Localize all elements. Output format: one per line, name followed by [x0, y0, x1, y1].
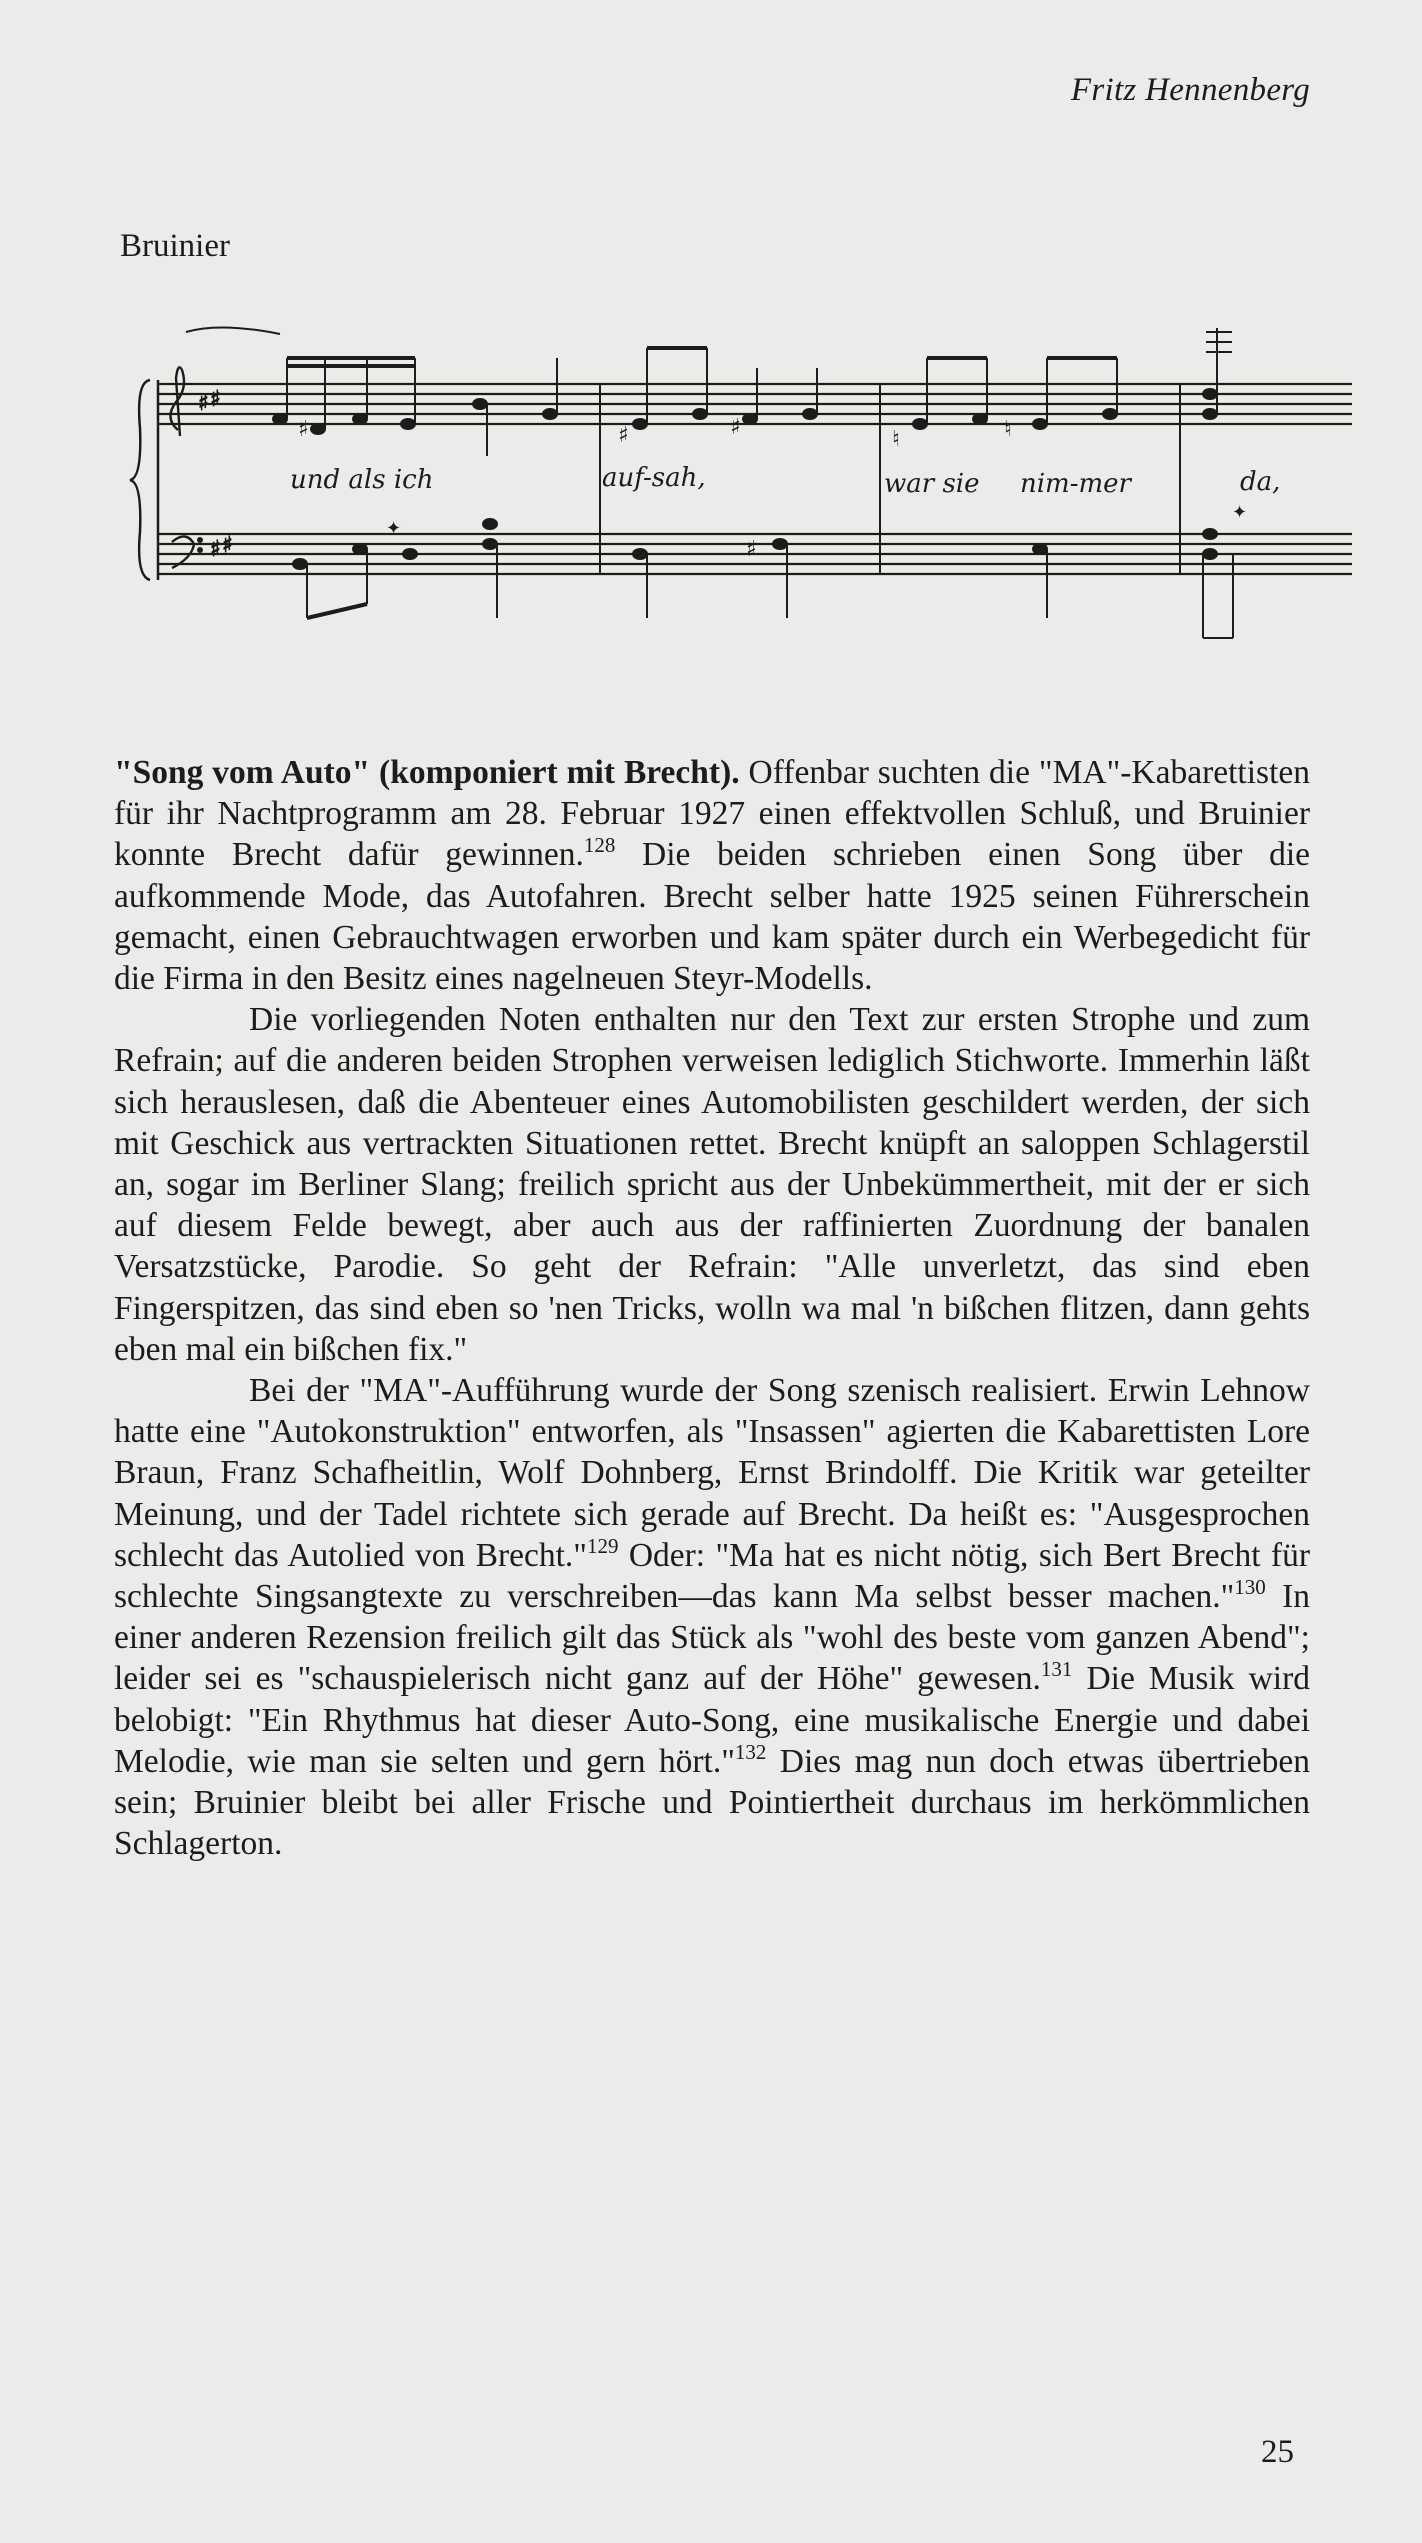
- svg-text:♯: ♯: [222, 533, 233, 558]
- svg-text:✦: ✦: [386, 518, 402, 539]
- svg-text:♮: ♮: [1004, 417, 1012, 442]
- svg-text:♯: ♯: [210, 387, 221, 412]
- svg-text:♯: ♯: [198, 391, 209, 416]
- score-brace: [130, 380, 158, 580]
- footnote-ref-131: 131: [1040, 1657, 1073, 1682]
- figure-caption: Bruinier: [120, 228, 230, 264]
- song-title: "Song vom Auto" (komponiert mit Brecht).: [114, 754, 740, 791]
- svg-text:♯: ♯: [210, 537, 221, 562]
- paragraph-1-text-b: Die beiden schrieben einen Song über die aufkommende Mode, das Autofahren. Brecht selber hatte 1925 seinen Führerschein gemacht, einen Gebrauchtwagen erworben und kam später durch ein Werbegedicht für die Firma in den Besitz eines nagelneuen Steyr-Modells.: [114, 836, 1311, 998]
- paragraph-3-text-a: Bei der "MA"-Aufführung wurde der Song szenisch realisiert. Erwin Lehnow hatte eine "Autokonstruktion" entworfen, als "Insassen" agierten die Kabarettisten Lore Braun, Franz Schafheitlin, Wolf Dohnberg, Ernst Brindolff. Die Kritik war geteilter Meinung, und der Tadel richtete sich gerade auf Brecht. Da heißt es: "Ausgesprochen schlecht das Autolied von Brecht.": [114, 1372, 1310, 1574]
- svg-text:♯: ♯: [618, 423, 629, 448]
- paragraph-2: Die vorliegenden Noten enthalten nur den Text zur ersten Strophe und zum Refrain; auf die anderen beiden Strophen verweisen lediglich Stichworte. Immerhin läßt sich herauslesen, daß die Abenteuer eines Automobilisten geschildert werden, der sich mit Geschick aus vertrackten Situationen rettet. Brecht knüpft an saloppen Schlagerstil an, sogar im Berliner Slang; freilich spricht aus der Unbekümmertheit, mit der er sich auf diesem Felde bewegt, aber auch aus der raffinierten Zuordnung der banalen Versatzstücke, Parodie. So geht der Refrain: "Alle unverletzt, das sind eben Fingerspitzen, das sind eben so 'nen Tricks, wolln wa mal 'n bißchen flitzen, dann gehts eben mal ein bißchen fix.": [114, 1001, 1310, 1368]
- score-bass-notes: [293, 502, 1247, 638]
- footnote-ref-129: 129: [586, 1533, 619, 1558]
- music-score: [120, 318, 1360, 658]
- svg-text:♮: ♮: [892, 427, 900, 452]
- lyric-war-sie: war sie: [884, 469, 980, 499]
- svg-text:♯: ♯: [298, 417, 309, 442]
- paragraph-3-text-b: Oder: "Ma hat es nicht nötig, sich Bert Brecht für schlechte Singsangtexte zu verschreiben—das kann Ma selbst besser machen.": [114, 1536, 1310, 1616]
- lyric-da: da,: [1240, 467, 1281, 497]
- lyric-auf-sah: auf-sah,: [602, 463, 706, 493]
- lyric-und-als-ich: und als ich: [290, 465, 434, 495]
- paragraph-1: [114, 752, 1310, 999]
- paragraph-3-text-d: Die Musik wird belobigt: "Ein Rhythmus hat dieser Auto-Song, eine musikalische Energie und dabei Melodie, wie man sie selten und gern hört.": [114, 1660, 1310, 1780]
- paragraph-1-text-a: Offenbar suchten die "MA"-Kabarettisten für ihr Nachtprogramm am 28. Februar 1927 einen effektvollen Schluß, und Bruinier konnte Brecht dafür gewinnen.: [114, 754, 1310, 874]
- page-number: 25: [1261, 2434, 1294, 2470]
- paragraph-3-text-c: In einer anderen Rezension freilich gilt das Stück als "wohl des beste vom ganzen Abend"; leider sei es "schauspielerisch nicht ganz auf der Höhe" gewesen.: [114, 1578, 1310, 1698]
- footnote-ref-128: 128: [583, 833, 616, 858]
- svg-text:✦: ✦: [1232, 502, 1248, 523]
- paragraph-3: [114, 1370, 1310, 1864]
- score-lyrics: [290, 463, 1280, 499]
- body-text: [114, 752, 1310, 1864]
- svg-text:♯: ♯: [746, 537, 757, 562]
- running-head: Fritz Hennenberg: [1070, 72, 1310, 108]
- lyric-nim-mer: nim-mer: [1020, 469, 1131, 499]
- footnote-ref-130: 130: [1234, 1575, 1266, 1600]
- footnote-ref-132: 132: [734, 1739, 767, 1764]
- paragraph-3-text-e: Dies mag nun doch etwas übertrieben sein; Bruinier bleibt bei aller Frische und Pointiertheit durchaus im herkömmlichen Schlagerton.: [114, 1742, 1311, 1863]
- score-treble-notes: [273, 328, 1232, 456]
- svg-text:♯: ♯: [730, 415, 741, 440]
- score-clefs-and-signatures: [170, 327, 280, 568]
